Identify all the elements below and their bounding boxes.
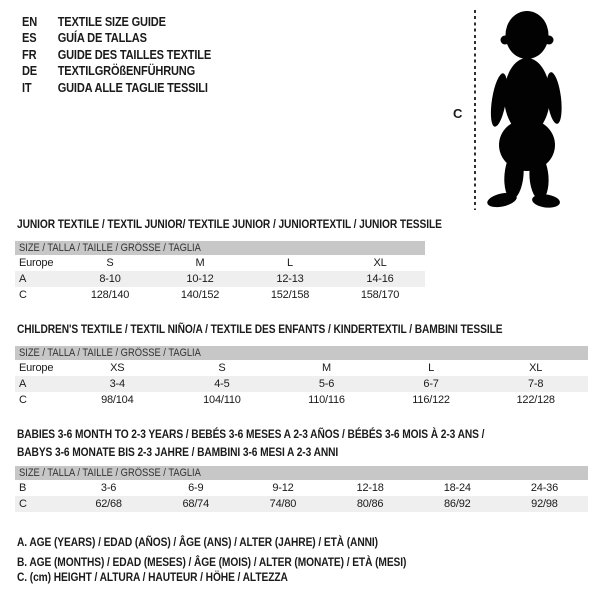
size-cell: M — [322, 362, 331, 374]
size-cell: 8-10 — [99, 273, 121, 285]
row-label: B — [19, 482, 27, 494]
language-row — [22, 30, 211, 46]
language-label: GUIDE DES TAILLES TEXTILE — [57, 46, 212, 62]
size-cell: 158/170 — [360, 289, 400, 301]
size-cell: 74/80 — [269, 498, 297, 510]
table-row — [15, 392, 588, 408]
footnote-age-years: A. AGE (YEARS) / EDAD (AÑOS) / ÂGE (ANS) / ALTER (JAHRE) / ETÀ (ANNI) — [17, 535, 378, 549]
table-row — [15, 287, 425, 303]
size-cell: S — [218, 362, 226, 374]
language-row — [22, 80, 211, 96]
size-cell: 152/158 — [270, 289, 310, 301]
row-label: C — [19, 394, 27, 406]
size-header-bar — [15, 346, 588, 360]
size-cell: 24-36 — [530, 482, 559, 494]
language-row — [22, 14, 211, 30]
table-row — [15, 271, 425, 287]
row-label: C — [19, 498, 27, 510]
size-cell: 68/74 — [182, 498, 210, 510]
babies-size-table — [15, 466, 588, 512]
size-cell: L — [287, 257, 293, 269]
language-code: IT — [22, 79, 32, 95]
row-label: Europe — [19, 362, 54, 374]
size-cell: 18-24 — [443, 482, 471, 494]
language-label: TEXTILGRÖßENFÜHRUNG — [57, 63, 196, 79]
language-label: TEXTILE SIZE GUIDE — [57, 14, 166, 29]
size-cell: 10-12 — [186, 273, 214, 285]
size-header-label: SIZE / TALLA / TAILLE / GRÖSSE / TAGLIA — [19, 347, 201, 359]
child-silhouette-icon — [482, 8, 576, 210]
section-title-line: JUNIOR TEXTILE / TEXTIL JUNIOR/ TEXTILE JUNIOR / JUNIORTEXTIL / JUNIOR TESSILE — [17, 217, 442, 231]
size-cell: 122/128 — [516, 394, 555, 406]
size-header-bar — [15, 241, 425, 255]
section-title-babies — [17, 425, 484, 461]
language-code: EN — [22, 14, 38, 29]
size-cell: 3-6 — [100, 482, 117, 494]
language-code: ES — [22, 30, 37, 46]
table-row — [15, 496, 588, 512]
table-row — [15, 376, 588, 392]
row-label: C — [19, 289, 27, 301]
size-cell: 128/140 — [90, 289, 130, 301]
size-cell: 3-4 — [109, 378, 125, 390]
size-cell: 5-6 — [318, 378, 335, 390]
size-cell: 7-8 — [528, 378, 544, 390]
height-measure-dotted-line — [474, 10, 476, 210]
size-cell: 86/92 — [444, 498, 471, 510]
size-cell: 6-7 — [423, 378, 439, 390]
section-title-line: BABYS 3-6 MONATE BIS 2-3 JAHRE / BAMBINI 3-6 MESI A 2-3 ANNI — [17, 445, 339, 459]
table-row — [15, 255, 425, 271]
size-cell: 140/152 — [180, 289, 220, 301]
size-cell: 80/86 — [356, 498, 384, 510]
size-cell: 12-13 — [276, 273, 304, 285]
section-title-line: BABIES 3-6 MONTH TO 2-3 YEARS / BEBÉS 3-6 MESES A 2-3 AÑOS / BÉBÉS 3-6 MOIS À 2-3 ANS / — [17, 427, 485, 441]
size-cell: XL — [373, 257, 387, 269]
height-measure-label: C — [453, 106, 463, 121]
size-cell: XS — [110, 362, 125, 374]
size-cell: XL — [529, 362, 543, 374]
size-cell: 9-12 — [272, 482, 294, 494]
children-size-table — [15, 346, 588, 408]
row-label: Europe — [19, 257, 54, 269]
size-cell: 104/110 — [203, 394, 241, 406]
section-title-junior — [17, 215, 442, 233]
size-cell: S — [106, 257, 114, 269]
size-header-bar — [15, 466, 588, 480]
language-list — [22, 14, 211, 96]
language-code: FR — [22, 46, 37, 62]
language-row — [22, 47, 211, 63]
size-cell: 6-9 — [188, 482, 204, 494]
table-row — [15, 360, 588, 376]
section-title-line: CHILDREN'S TEXTILE / TEXTIL NIÑO/A / TEXTILE DES ENFANTS / KINDERTEXTIL / BAMBINI TESSILE — [17, 322, 503, 336]
size-cell: 14-16 — [366, 273, 394, 285]
row-label: A — [19, 378, 27, 390]
size-cell: 116/122 — [412, 394, 450, 406]
size-cell: 92/98 — [531, 498, 558, 510]
section-title-children — [17, 320, 502, 338]
footnote-height: C. (cm) HEIGHT / ALTURA / HAUTEUR / HÖHE / ALTEZZA — [17, 570, 288, 584]
size-cell: 4-5 — [214, 378, 230, 390]
row-label: A — [19, 273, 27, 285]
language-row — [22, 63, 211, 79]
footnote-age-months: B. AGE (MONTHS) / EDAD (MESES) / ÂGE (MOIS) / ALTER (MONATE) / ETÀ (MESI) — [17, 555, 407, 569]
size-cell: 98/104 — [101, 394, 134, 406]
language-label: GUÍA DE TALLAS — [57, 30, 147, 46]
table-row — [15, 480, 588, 496]
language-label: GUIDA ALLE TAGLIE TESSILI — [57, 79, 208, 95]
size-cell: L — [428, 362, 435, 374]
junior-size-table — [15, 241, 425, 303]
language-code: DE — [22, 63, 38, 79]
size-header-label: SIZE / TALLA / TAILLE / GRÖSSE / TAGLIA — [19, 242, 201, 254]
size-cell: M — [195, 257, 205, 269]
size-cell: 12-18 — [356, 482, 384, 494]
size-cell: 110/116 — [308, 394, 345, 406]
size-header-label: SIZE / TALLA / TAILLE / GRÖSSE / TAGLIA — [19, 467, 201, 479]
size-cell: 62/68 — [95, 498, 122, 510]
